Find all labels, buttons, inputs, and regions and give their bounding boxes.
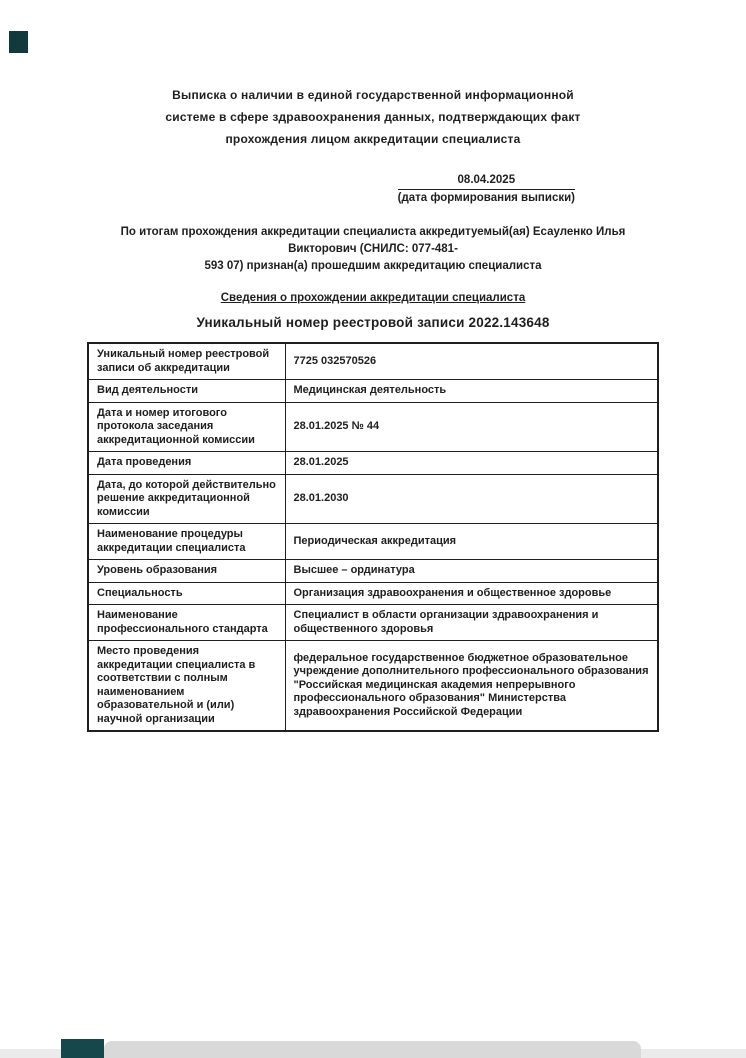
row-value: Медицинская деятельность bbox=[285, 380, 658, 403]
row-value: 28.01.2025 bbox=[285, 452, 658, 475]
row-label: Наименование процедуры аккредитации специалиста bbox=[88, 524, 285, 560]
extract-date-caption: (дата формирования выписки) bbox=[398, 189, 575, 204]
extract-date-block bbox=[398, 174, 575, 204]
row-value: Высшее – ординатура bbox=[285, 560, 658, 583]
table-row bbox=[88, 402, 658, 452]
row-label: Дата и номер итогового протокола заседания аккредитационной комиссии bbox=[88, 402, 285, 452]
row-value: Специалист в области организации здравоохранения и общественного здоровья bbox=[285, 605, 658, 641]
row-label: Дата проведения bbox=[88, 452, 285, 475]
row-value: 28.01.2030 bbox=[285, 474, 658, 524]
title-line: Выписка о наличии в единой государственной информационной bbox=[172, 88, 574, 102]
scrollbar-thumb[interactable] bbox=[104, 1041, 641, 1058]
extract-date: 08.04.2025 bbox=[457, 174, 516, 186]
summary-line: 593 07) признан(а) прошедшим аккредитацию специалиста bbox=[204, 260, 542, 272]
accreditation-table bbox=[87, 342, 659, 732]
row-value: 28.01.2025 № 44 bbox=[285, 402, 658, 452]
bottom-artifact bbox=[61, 1039, 104, 1058]
title-line: системе в сфере здравоохранения данных, подтверждающих факт bbox=[165, 110, 581, 124]
table-row bbox=[88, 474, 658, 524]
corner-artifact bbox=[9, 31, 28, 53]
table-row bbox=[88, 560, 658, 583]
row-value: Организация здравоохранения и общественное здоровье bbox=[285, 582, 658, 605]
table-row bbox=[88, 452, 658, 475]
row-label: Место проведения аккредитации специалиста в соответствии с полным наименованием образовательной и (или) научной организации bbox=[88, 641, 285, 732]
table-row bbox=[88, 641, 658, 732]
table-row bbox=[88, 605, 658, 641]
row-label: Дата, до которой действительно решение аккредитационной комиссии bbox=[88, 474, 285, 524]
registry-number-heading: Уникальный номер реестровой записи 2022.143648 bbox=[196, 315, 550, 330]
row-label: Уникальный номер реестровой записи об аккредитации bbox=[88, 343, 285, 380]
document-title bbox=[87, 84, 659, 150]
row-label: Вид деятельности bbox=[88, 380, 285, 403]
table-row bbox=[88, 343, 658, 380]
row-value: федеральное государственное бюджетное образовательное учреждение дополнительного профессионального образования "Российская медицинская академия непрерывного профессионального образования" Министерства здравоохранения Российской Федерации bbox=[285, 641, 658, 732]
row-label: Наименование профессионального стандарта bbox=[88, 605, 285, 641]
table-row bbox=[88, 524, 658, 560]
table-row bbox=[88, 380, 658, 403]
section-heading: Сведения о прохождении аккредитации специалиста bbox=[220, 292, 526, 304]
row-label: Уровень образования bbox=[88, 560, 285, 583]
summary-line: По итогам прохождения аккредитации специалиста аккредитуемый(ая) Есауленко Илья Викторович (СНИЛС: 077-481- bbox=[120, 226, 626, 255]
document-page bbox=[87, 0, 659, 732]
row-label: Специальность bbox=[88, 582, 285, 605]
row-value: 7725 032570526 bbox=[285, 343, 658, 380]
accreditation-summary bbox=[87, 224, 659, 275]
table-row bbox=[88, 582, 658, 605]
row-value: Периодическая аккредитация bbox=[285, 524, 658, 560]
title-line: прохождения лицом аккредитации специалиста bbox=[225, 132, 521, 146]
